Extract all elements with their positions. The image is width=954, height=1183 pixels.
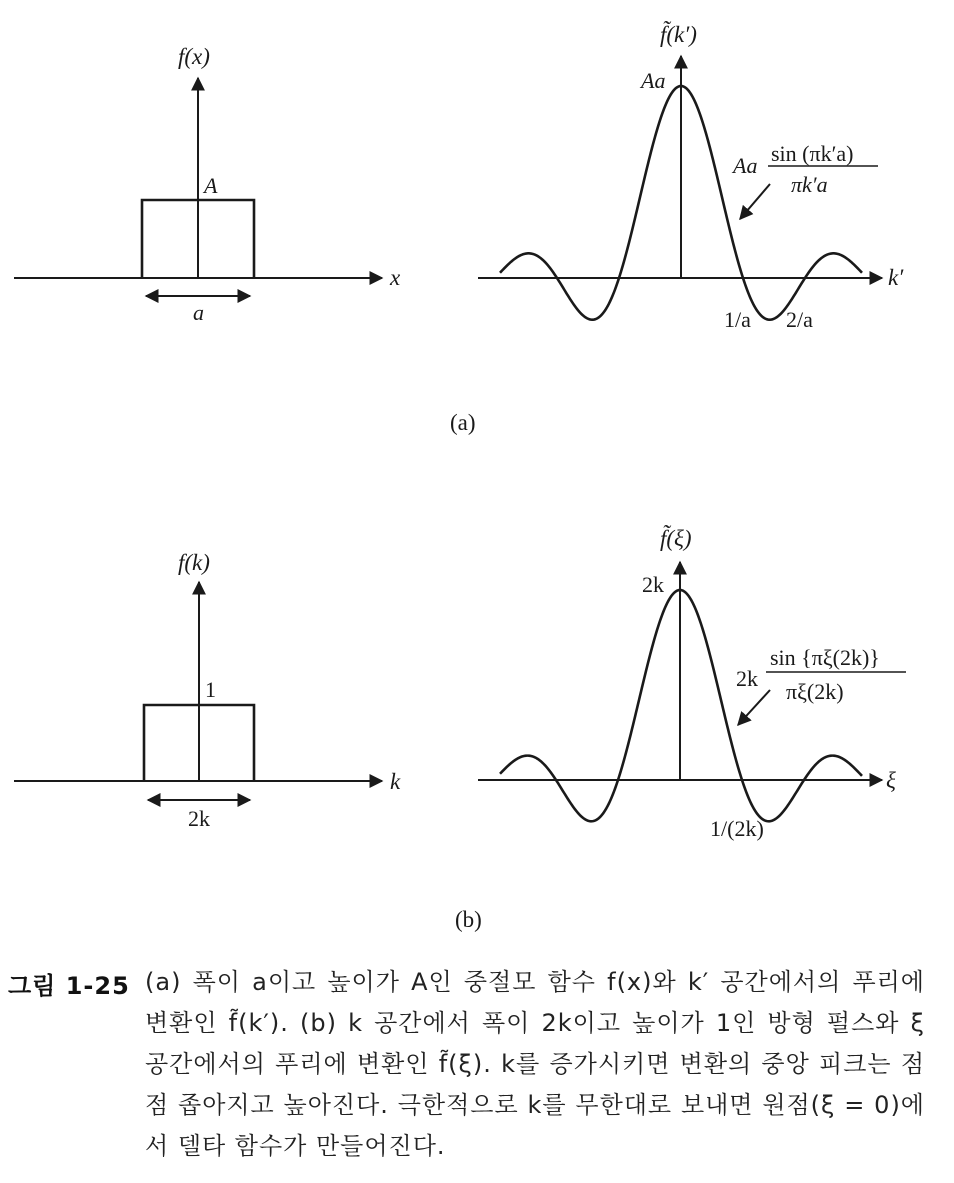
panel-b-sinc-plot bbox=[478, 524, 906, 841]
formula-numerator: sin (πk′a) bbox=[771, 141, 854, 166]
zero1-label: 1/(2k) bbox=[710, 816, 764, 841]
zero1-label: 1/a bbox=[724, 307, 751, 332]
formula-prefix: 2k bbox=[736, 666, 758, 691]
zero2-label: 2/a bbox=[786, 307, 813, 332]
formula-denominator: πξ(2k) bbox=[786, 679, 844, 704]
y-axis-label: f(x) bbox=[178, 44, 210, 69]
panel-b-label: (b) bbox=[455, 907, 482, 932]
figure-caption bbox=[0, 958, 954, 1183]
panel-a-sinc-plot bbox=[478, 20, 904, 332]
x-axis-label: k bbox=[390, 769, 401, 794]
formula-prefix: Aa bbox=[733, 153, 758, 178]
k-axis-label: k′ bbox=[888, 265, 904, 290]
formula-pointer bbox=[740, 184, 770, 219]
formula-numerator: sin {πξ(2k)} bbox=[770, 645, 880, 670]
height-label: A bbox=[204, 173, 218, 198]
xi-axis-label: ξ bbox=[886, 768, 896, 793]
width-label: 2k bbox=[188, 806, 210, 831]
peak-label: 2k bbox=[642, 572, 664, 597]
panel-b-square-pulse-plot bbox=[14, 550, 401, 831]
height-label: 1 bbox=[205, 677, 216, 702]
peak-label: Aa bbox=[641, 68, 666, 93]
y-axis-label: f(k) bbox=[178, 550, 210, 575]
x-axis-label: x bbox=[390, 265, 401, 290]
ft-axis-label: f̃(ξ) bbox=[660, 526, 692, 551]
ft-axis-label: f̃(k′) bbox=[660, 22, 697, 47]
caption-text: (a) 폭이 a이고 높이가 A인 중절모 함수 f(x)와 k′ 공간에서의 푸리에 변환인 f̃(k′). (b) k 공간에서 폭이 2k이고 높이가 1인 방형 펄스와 ξ 공간에서의 푸리에 변환인 f̃(ξ). k를 증가시키면 변환의 중앙 피크는 점점 좁아지고 높아진다. 극한적으로 k를 무한대로 보내면 원점(ξ = 0)에서 델타 함수가 만들어진다. bbox=[145, 968, 925, 1160]
panel-a-label: (a) bbox=[450, 410, 476, 435]
formula-pointer bbox=[738, 690, 770, 725]
caption-label: 그림 1-25 bbox=[8, 972, 130, 1000]
width-label: a bbox=[193, 300, 204, 325]
formula-denominator: πk′a bbox=[791, 172, 828, 197]
panel-a-tophat-plot bbox=[14, 44, 401, 325]
